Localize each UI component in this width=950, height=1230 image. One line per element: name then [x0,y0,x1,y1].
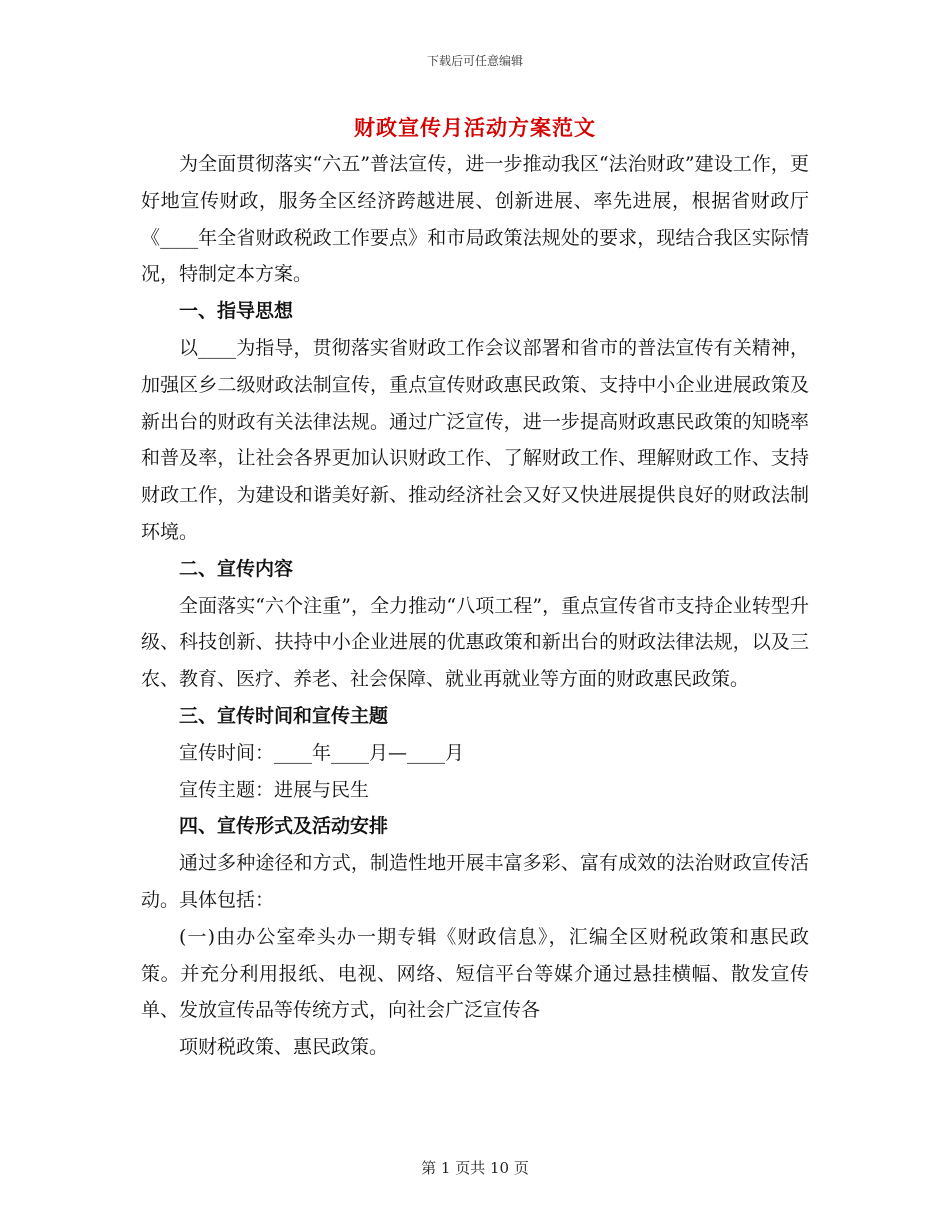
document-title: 财政宣传月活动方案范文 [354,115,596,140]
section-2-body: 全面落实“六个注重”，全力推动“八项工程”，重点宣传省市支持企业转型升级、科技创新、扶持中小企业进展的优惠政策和新出台的财政法律法规，以及三农、教育、医疗、养老、社会保障、就业再就业等方面的财政惠民政策。 [141,594,809,691]
section-3-time: 宣传时间：____年____月—____月 [179,741,465,764]
document-body [141,146,809,1066]
section-1-body: 以____为指导，贯彻落实省财政工作会议部署和省市的普法宣传有关精神，加强区乡二级财政法制宣传，重点宣传财政惠民政策、支持中小企业进展政策及新出台的财政有关法律法规。通过广泛宣传，进一步提高财政惠民政策的知晓率和普及率，让社会各界更加认识财政工作、了解财政工作、理解财政工作、支持财政工作，为建设和谐美好新、推动经济社会又好又快进展提供良好的财政法制环境。 [141,336,809,543]
section-3-heading: 三、宣传时间和宣传主题 [179,704,389,727]
section-3-theme: 宣传主题：进展与民生 [179,778,370,801]
section-4-body: 通过多种途径和方式，制造性地开展丰富多彩、富有成效的法治财政宣传活动。具体包括： [141,852,809,911]
section-4-item-1: (一)由办公室牵头办一期专辑《财政信息》，汇编全区财税政策和惠民政策。并充分利用报纸、电视、网络、短信平台等媒介通过悬挂横幅、散发宣传单、发放宣传品等传统方式，向社会广泛宣传各 [141,925,809,1022]
intro-paragraph: 为全面贯彻落实“六五”普法宣传，进一步推动我区“法治财政”建设工作，更好地宣传财政，服务全区经济跨越进展、创新进展、率先进展，根据省财政厅《____年全省财政税政工作要点》和市局政策法规处的要求，现结合我区实际情况，特制定本方案。 [141,153,809,286]
section-4-heading: 四、宣传形式及活动安排 [179,815,389,838]
section-2-heading: 二、宣传内容 [179,557,294,580]
page-footer: 第 1 页共 10 页 [421,1159,529,1177]
header-note: 下载后可任意编辑 [426,54,523,68]
section-4-item-1-continued: 项财税政策、惠民政策。 [179,1036,389,1059]
section-1-heading: 一、指导思想 [179,300,294,323]
